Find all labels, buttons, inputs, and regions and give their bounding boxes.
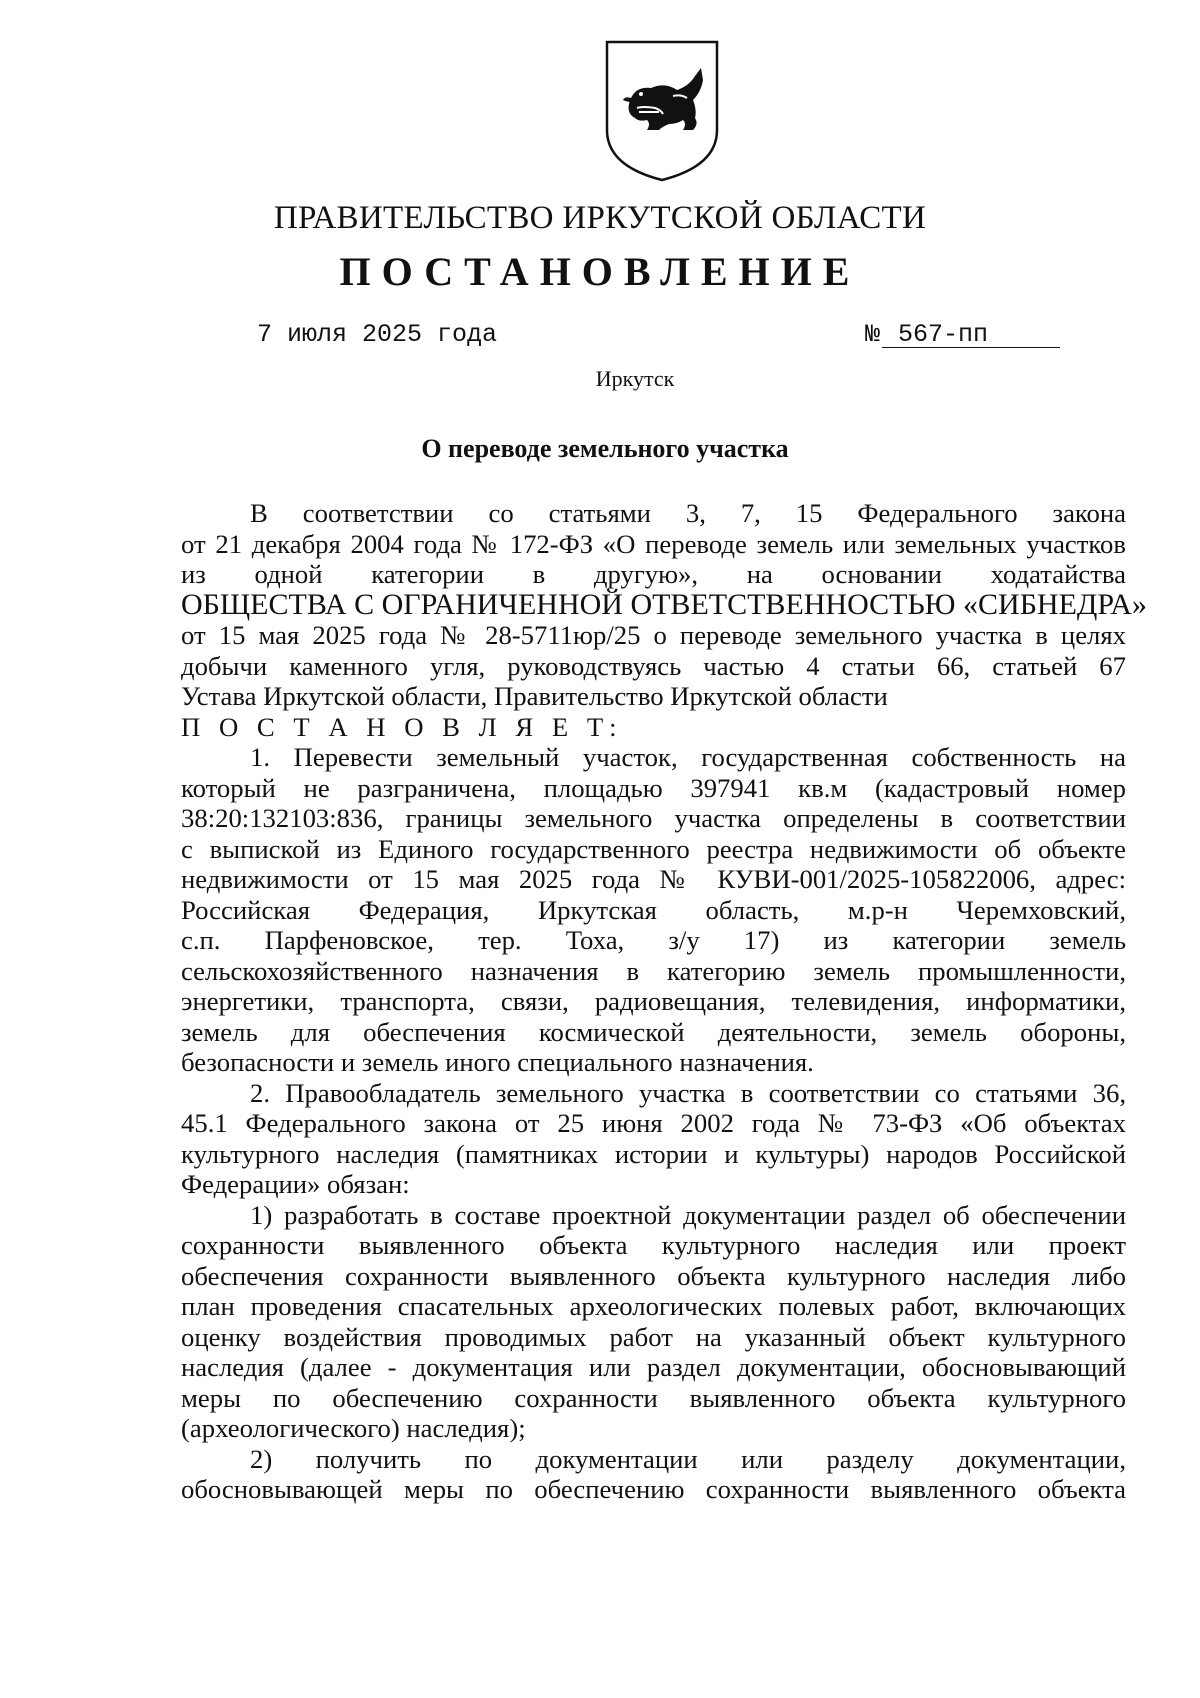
body-line: 38:20:132103:836, границы земельного участка определены в соответствии [181,803,1126,833]
body-line: от 15 мая 2025 года № 28-5711юр/25 о переводе земельного участка в целях [181,620,1126,650]
document-number: 567-пп [882,323,1060,348]
body-line: наследия (далее - документация или раздел документации, обосновывающий [181,1352,1126,1382]
body-line: план проведения спасательных археологических полевых работ, включающих [181,1291,1126,1321]
body-line: В соответствии со статьями 3, 7, 15 Федерального закона [250,498,1126,528]
body-line: который не разграничена, площадью 397941 кв.м (кадастровый номер [181,772,1126,803]
body-line: 1) разработать в составе проектной документации раздел об обеспечении [250,1199,1126,1230]
body-line: сохранности выявленного объекта культурного наследия или проект [181,1230,1126,1260]
body-line: (археологического) наследия); [181,1413,526,1443]
body-line: безопасности и земель иного специального назначения. [181,1047,814,1077]
document-number-block [865,320,1060,349]
body-line: энергетики, транспорта, связи, радиовещания, телевидения, информатики, [181,986,1126,1016]
coat-of-arms-icon [603,38,721,184]
document-city: Иркутск [595,366,675,391]
body-line: Российская Федерация, Иркутская область, м.р-н Черемховский, [181,894,1126,925]
government-name: ПРАВИТЕЛЬСТВО ИРКУТСКОЙ ОБЛАСТИ [273,200,927,236]
body-line: добычи каменного угля, руководствуясь частью 4 статьи 66, статьей 67 [181,650,1126,681]
body-line: недвижимости от 15 мая 2025 года № КУВИ-001/2025-105822006, адрес: [181,864,1126,894]
body-line-decree-word: П О С Т А Н О В Л Я Е Т: [181,711,623,742]
body-line: земель для обеспечения космической деятельности, земель обороны, [181,1016,1126,1047]
body-line: сельскохозяйственного назначения в категорию земель промышленности, [181,955,1126,986]
body-line: из одной категории в другую», на основании ходатайства [181,559,1126,589]
document-type-title: ПОСТАНОВЛЕНИЕ [339,249,861,294]
body-line: 2) получить по документации или разделу документации, [250,1443,1126,1474]
body-line: культурного наследия (памятниках истории и культуры) народов Российской [181,1138,1126,1169]
body-line: Устава Иркутской области, Правительство Иркутской области [181,681,888,711]
body-line: обосновывающей меры по обеспечению сохранности выявленного объекта [181,1474,1126,1504]
body-line: оценку воздействия проводимых работ на указанный объект культурного [181,1321,1126,1352]
body-line: меры по обеспечению сохранности выявленного объекта культурного [181,1382,1126,1413]
body-line: с.п. Парфеновское, тер. Тоха, з/у 17) из категории земель [181,925,1126,955]
body-line: обеспечения сохранности выявленного объекта культурного наследия либо [181,1260,1126,1291]
body-line: ОБЩЕСТВА С ОГРАНИЧЕННОЙ ОТВЕТСТВЕННОСТЬЮ «СИБНЕДРА» [181,587,1147,621]
body-line: Федерации» обязан: [181,1169,410,1199]
body-line: 2. Правообладатель земельного участка в соответствии со статьями 36, [250,1077,1126,1108]
body-line: от 21 декабря 2004 года № 172-ФЗ «О переводе земель или земельных участков [181,528,1126,559]
document-date: 7 июля 2025 года [257,320,498,349]
document-subject: О переводе земельного участка [421,434,789,463]
body-line: 45.1 Федерального закона от 25 июня 2002 года № 73-ФЗ «Об объектах [181,1108,1126,1138]
body-line: 1. Перевести земельный участок, государственная собственность на [250,742,1126,772]
number-sign: № [865,320,881,349]
body-line: с выпиской из Единого государственного реестра недвижимости об объекте [181,833,1126,864]
